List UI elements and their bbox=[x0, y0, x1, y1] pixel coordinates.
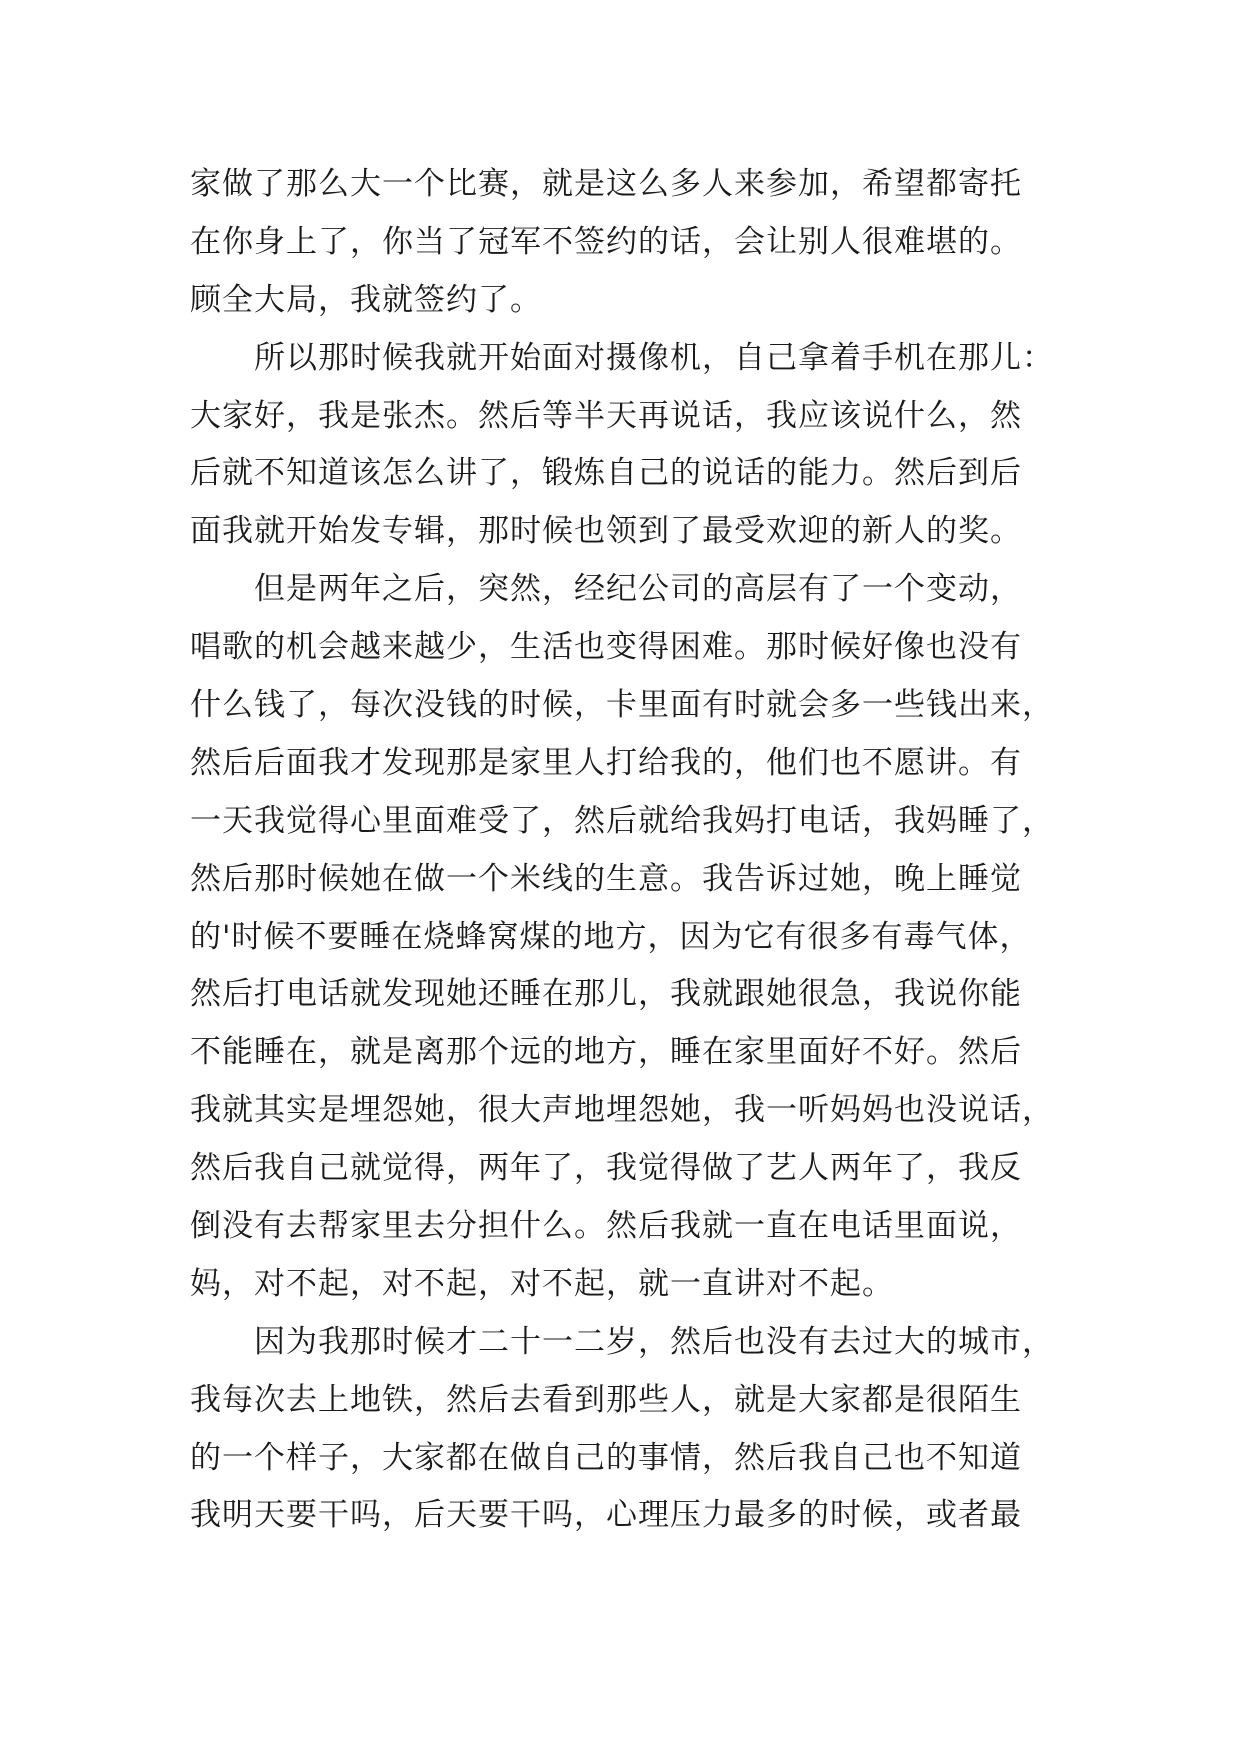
paragraph-start-line: 但是两年之后，突然，经纪公司的高层有了一个变动， bbox=[254, 571, 1022, 608]
text-line-14: 的'时候不要睡在烧蜂窝煤的地方，因为它有很多有毒气体， bbox=[190, 918, 1032, 955]
text-line-7: 面我就开始发专辑，那时候也领到了最受欢迎的新人的奖。 bbox=[190, 513, 1022, 550]
text-line-2: 在你身上了，你当了冠军不签约的话，会让别人很难堪的。 bbox=[190, 223, 1022, 260]
text-line-3: 顾全大局，我就签约了。 bbox=[190, 281, 542, 318]
text-line-6: 后就不知道该怎么讲了，锻炼自己的说话的能力。然后到后 bbox=[190, 455, 1022, 492]
text-line-11: 然后后面我才发现那是家里人打给我的，他们也不愿讲。有 bbox=[190, 744, 1022, 781]
text-line-13: 然后那时候她在做一个米线的生意。我告诉过她，晚上睡觉 bbox=[190, 860, 1022, 897]
text-line-18: 然后我自己就觉得，两年了，我觉得做了艺人两年了，我反 bbox=[190, 1150, 1022, 1187]
text-line-5: 大家好，我是张杰。然后等半天再说话，我应该说什么，然 bbox=[190, 397, 1022, 434]
text-line-12: 一天我觉得心里面难受了，然后就给我妈打电话，我妈睡了， bbox=[190, 802, 1054, 839]
paragraph-start-line: 所以那时候我就开始面对摄像机，自己拿着手机在那儿： bbox=[254, 339, 1054, 376]
text-line-24: 我明天要干吗，后天要干吗，心理压力最多的时候，或者最 bbox=[190, 1497, 1022, 1534]
text-line-22: 我每次去上地铁，然后去看到那些人，就是大家都是很陌生 bbox=[190, 1381, 1022, 1418]
paragraph-start-line: 因为我那时候才二十一二岁，然后也没有去过大的城市， bbox=[254, 1323, 1054, 1360]
text-line-17: 我就其实是埋怨她，很大声地埋怨她，我一听妈妈也没说话， bbox=[190, 1092, 1054, 1129]
text-line-16: 不能睡在，就是离那个远的地方，睡在家里面好不好。然后 bbox=[190, 1034, 1022, 1071]
text-line-9: 唱歌的机会越来越少，生活也变得困难。那时候好像也没有 bbox=[190, 629, 1022, 666]
body-text bbox=[190, 156, 1060, 1545]
text-line-20: 妈，对不起，对不起，对不起，就一直讲对不起。 bbox=[190, 1265, 894, 1302]
text-line-15: 然后打电话就发现她还睡在那儿，我就跟她很急，我说你能 bbox=[190, 976, 1022, 1013]
text-line-19: 倒没有去帮家里去分担什么。然后我就一直在电话里面说， bbox=[190, 1208, 1022, 1245]
text-line-10: 什么钱了，每次没钱的时候，卡里面有时就会多一些钱出来， bbox=[190, 687, 1054, 724]
text-line-23: 的一个样子，大家都在做自己的事情，然后我自己也不知道 bbox=[190, 1439, 1022, 1476]
text-line-1: 家做了那么大一个比赛，就是这么多人来参加，希望都寄托 bbox=[190, 166, 1022, 202]
